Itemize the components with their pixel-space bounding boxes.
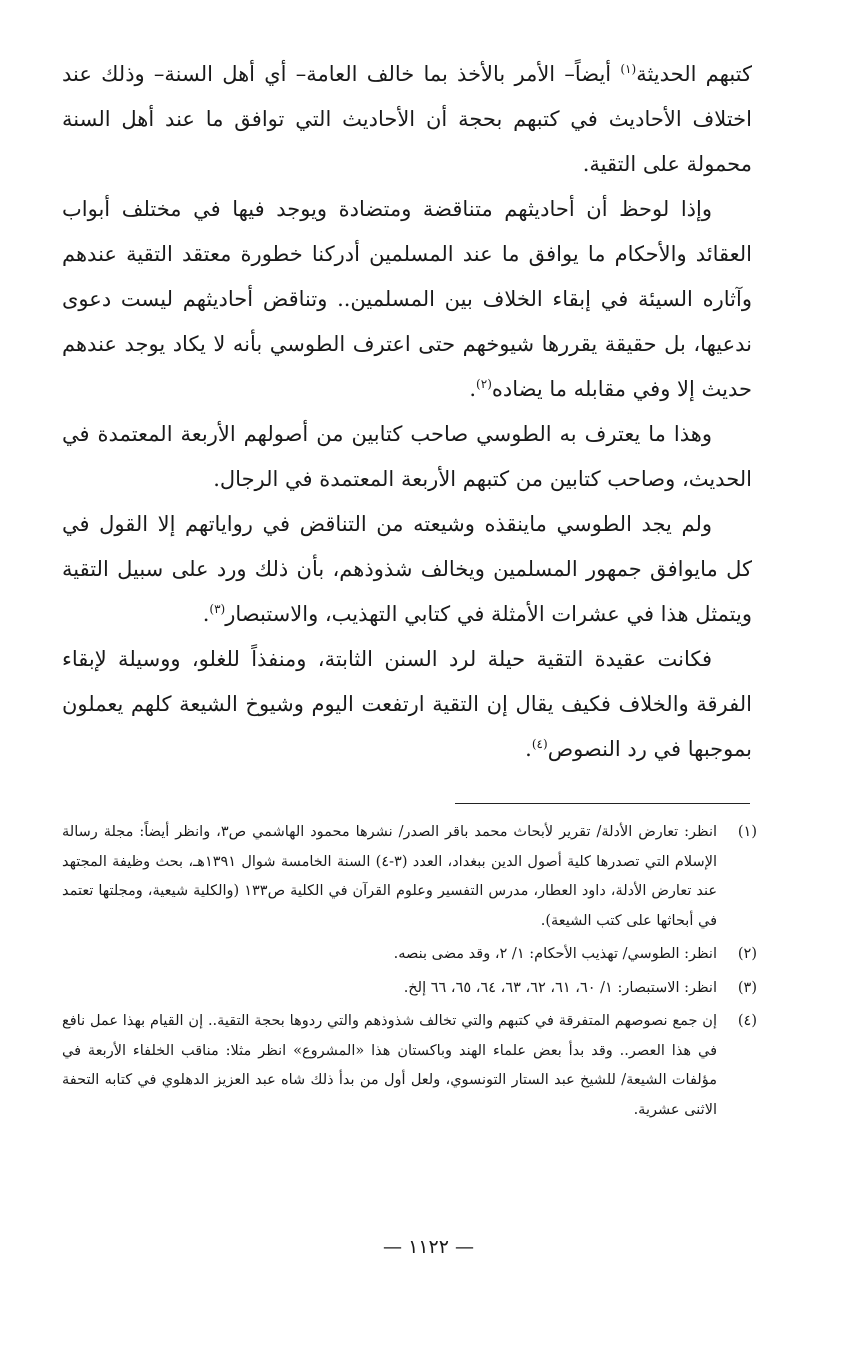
paragraph-1-text-a: كتبهم الحديثة [636, 62, 752, 86]
paragraph-1-text-b: أيضاً– الأمر بالأخذ بما خالف العامة– أي أهل السنة– وذلك عند اختلاف الأحاديث في كتبهم بحجة أن الأحاديث التي توافق ما عند أهل السنة محمولة على التقية. [62, 62, 752, 176]
paragraph-3: وهذا ما يعترف به الطوسي صاحب كتابين من أصولهم الأربعة المعتمدة في الحديث، وصاحب كتابين من كتبهم الأربعة المعتمدة في الرجال. [62, 422, 752, 491]
paragraph-2-text-b: . [469, 377, 477, 401]
footnote-number: (٤) [737, 1013, 757, 1029]
paragraph-5 [62, 637, 752, 772]
footnote-number: (٢) [737, 946, 757, 962]
footnote-4 [62, 1007, 757, 1125]
paragraph-5-text-b: . [525, 737, 532, 761]
footnote-text: إن جمع نصوصهم المتفرقة في كتبهم والتي تخالف شذوذهم والتي ردوها بحجة التقية.. إن القيام بهذا عمل نافع في هذا العصر.. وقد بدأ بعض علماء الهند وباكستان هذا «المشروع» انظر مثلا: مناقب الخلفاء الأربعة في مؤلفات الشيعة/ للشيخ عبد الستار التونسوي، ولعل أول من بدأ ذلك شاه عبد العزيز الدهلوي في كتابه التحفة الاثنى عشرية. [62, 1013, 717, 1118]
footnote-number: (٣) [737, 979, 757, 996]
footnote-ref-3: (٣) [209, 602, 226, 616]
footnote-3 [62, 974, 757, 1004]
paragraph-2-text-a: وإذا لوحظ أن أحاديثهم متناقضة ومتضادة ويوجد فيها في مختلف أبواب العقائد والأحكام ما يوافق ما عند المسلمين أدركنا خطورة معتقد التقية عندهم وآثاره السيئة في إبقاء الخلاف بين المسلمين.. وتناقض أحاديثهم ليست دعوى ندعيها، بل حقيقة يقررها شيوخهم حتى اعترف الطوسي بأنه لا يكاد يوجد عندهم حديث إلا وفي مقابله ما يضاده [62, 197, 752, 401]
footnote-separator [455, 803, 750, 804]
footnote-2 [62, 940, 757, 970]
footnote-text: انظر: الطوسي/ تهذيب الأحكام: ١/ ٢، وقد مضى بنصه. [393, 946, 717, 962]
paragraph-2 [62, 187, 752, 412]
paragraph-4 [62, 502, 752, 637]
paragraph-5-text-a: فكانت عقيدة التقية حيلة لرد السنن الثابتة، ومنفذاً للغلو، ووسيلة لإبقاء الفرقة والخلاف فكيف يقال إن التقية ارتفعت اليوم وشيوخ الشيعة كلهم يعملون بموجبها في رد النصوص [62, 647, 752, 761]
page-number: — ١١٢٢ — [383, 1236, 474, 1258]
footnote-ref-4: (٤) [531, 737, 548, 751]
footnotes-section [62, 818, 757, 1129]
paragraph-4-text-b: . [202, 602, 210, 626]
footnote-text: انظر: تعارض الأدلة/ تقرير لأبحاث محمد باقر الصدر/ نشرها محمود الهاشمي ص٣، وانظر أيضاً: مجلة رسالة الإسلام التي تصدرها كلية أصول الدين ببغداد، العدد (٣-٤) السنة الخامسة شوال ١٣٩١هـ، بحث وظيفة المجتهد عند تعارض الأدلة، داود العطار، مدرس التفسير وعلوم القرآن في الكلية ص١٣٣ (والكلية شيعية، ومجلتها تعتمد في أبحاثها على كتب الشيعة). [62, 824, 718, 929]
footnote-number: (١) [737, 824, 757, 840]
footnote-text: انظر: الاستبصار: ١/ ٦٠، ٦١، ٦٢، ٦٣، ٦٤، ٦٥، ٦٦ إلخ. [403, 979, 717, 996]
footnote-ref-2: (٢) [476, 377, 492, 391]
paragraph-1 [62, 52, 752, 187]
paragraph-4-text-a: ولم يجد الطوسي ماينقذه وشيعته من التناقض في رواياتهم إلا القول في كل مايوافق جمهور المسلمين ويخالف شذوذهم، بأن ذلك ورد على سبيل التقية ويتمثل هذا في عشرات الأمثلة في كتابي التهذيب، والاستبصار [62, 512, 752, 626]
main-text [62, 52, 752, 772]
footnote-1 [62, 818, 757, 936]
footnote-ref-1: (١) [620, 62, 637, 76]
